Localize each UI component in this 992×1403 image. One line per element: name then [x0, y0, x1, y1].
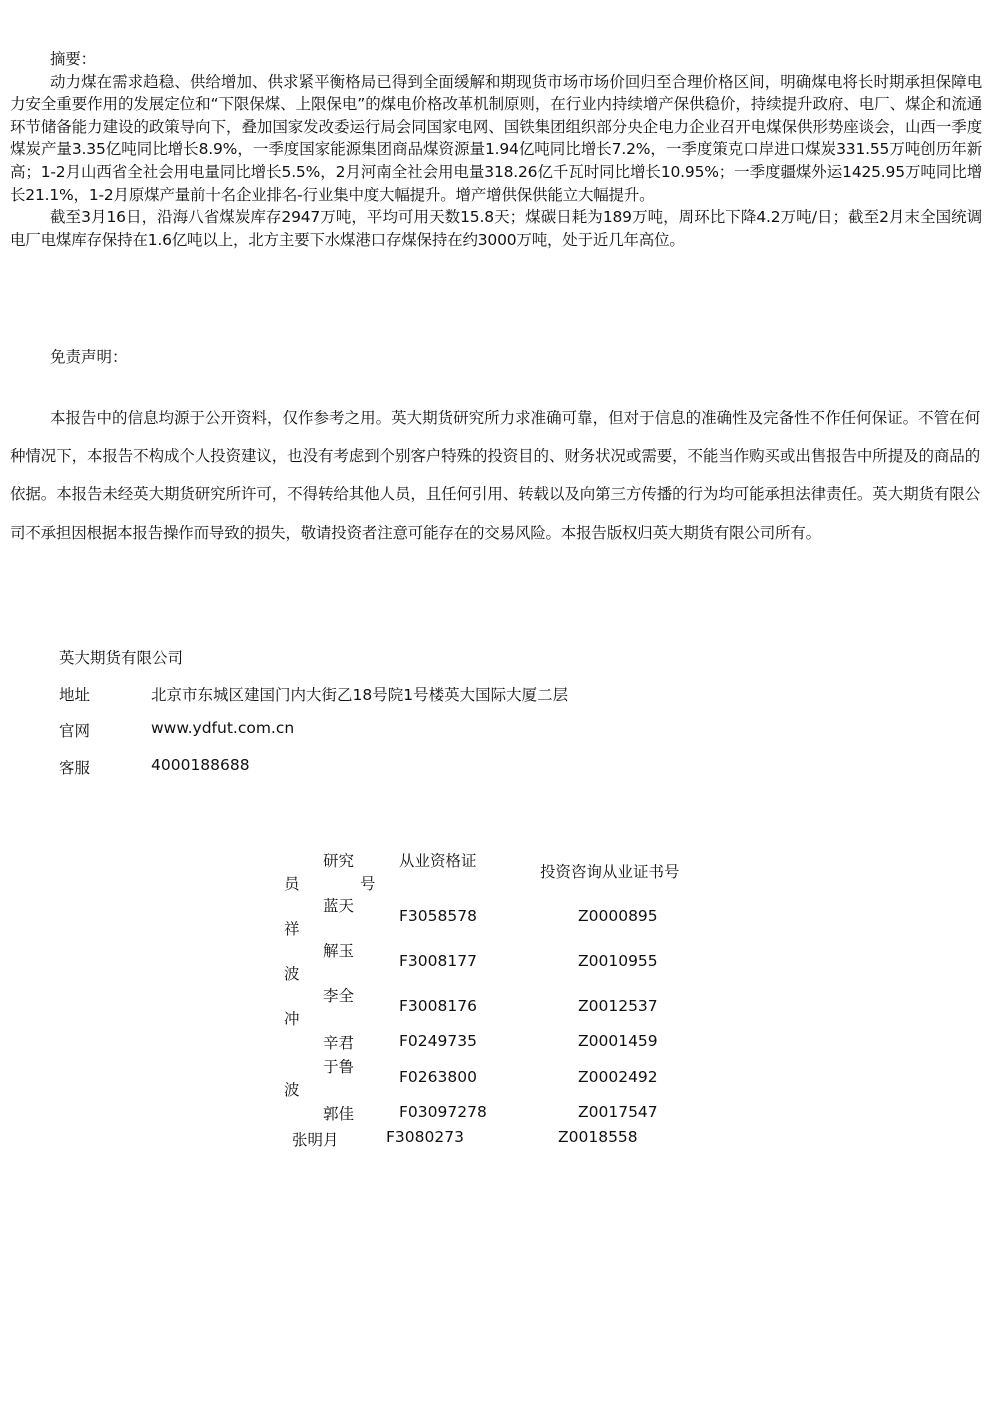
staff-name-top: 于鲁 [323, 1058, 355, 1076]
staff-consult: Z0018558 [558, 1128, 638, 1146]
staff-consult: Z0002492 [578, 1068, 658, 1086]
summary-paragraph-2: 截至3月16日，沿海八省煤炭库存2947万吨，平均可用天数15.8天；煤碳日耗为189万吨，周环比下降4.2万吨/日；截至2月末全国统调电厂电煤库存保持在1.6亿吨以上，北方主要下水煤港口存煤保持在约3000万吨，处于近几年高位。 [10, 208, 982, 249]
staff-qual: F3058578 [399, 907, 477, 925]
header-name-bottom: 员 [284, 875, 300, 893]
staff-qual: F3008176 [399, 997, 477, 1015]
header-qual-top: 从业资格证 [399, 852, 477, 870]
disclaimer-title: 免责声明： [50, 348, 128, 366]
staff-name-bottom: 波 [284, 1081, 300, 1099]
staff-consult: Z0012537 [578, 997, 658, 1015]
header-qual-bottom: 号 [360, 875, 376, 893]
staff-name-top: 李全 [323, 987, 355, 1005]
company-name: 英大期货有限公司 [59, 649, 184, 667]
header-name-top: 研究 [323, 852, 355, 870]
staff-qual: F3008177 [399, 952, 477, 970]
staff-name-bottom: 祥 [284, 920, 300, 938]
staff-name-top: 辛君 [323, 1034, 355, 1052]
staff-name-bottom: 波 [284, 965, 300, 983]
staff-consult: Z0017547 [578, 1103, 658, 1121]
address-value: 北京市东城区建国门内大街乙18号院1号楼英大国际大厦二层 [151, 686, 569, 704]
staff-name-top: 解玉 [323, 942, 355, 960]
staff-name-top: 郭佳 [323, 1105, 355, 1123]
address-label: 地址 [59, 686, 91, 704]
website-label: 官网 [59, 722, 91, 740]
staff-name-top: 蓝天 [323, 897, 355, 915]
staff-table [280, 845, 720, 1155]
summary-paragraph-1: 动力煤在需求趋稳、供给增加、供求紧平衡格局已得到全面缓解和期现货市场市场价回归至合理价格区间，明确煤电将长时期承担保障电力安全重要作用的发展定位和“下限保煤、上限保电”的煤电价格改革机制原则，在行业内持续增产保供稳价，持续提升政府、电厂、煤企和流通环节储备能力建设的政策导向下，叠加国家发改委运行局会同国家电网、国铁集团组织部分央企电力企业召开电煤保供形势座谈会，山西一季度煤炭产量3.35亿吨同比增长8.9%，一季度国家能源集团商品煤资源量1.94亿吨同比增长7.2%，一季度策克口岸进口煤炭331.55万吨创历年新高；1-2月山西省全社会用电量同比增长5.5%，2月河南全社会用电量318.26亿千瓦时同比增长10.95%；一季度疆煤外运1425.95万吨同比增长21.1%，1-2月原煤产量前十名企业排名-行业集中度大幅提升。增产增供保供能立大幅提升。 [10, 72, 982, 204]
disclaimer-body: 本报告中的信息均源于公开资料，仅作参考之用。英大期货研究所力求准确可靠，但对于信息的准确性及完备性不作任何保证。不管在何种情况下，本报告不构成个人投资建议，也没有考虑到个别客户特殊的投资目的、财务状况或需要，不能当作购买或出售报告中所提及的商品的依据。本报告未经英大期货研究所许可，不得转给其他人员，且任何引用、转载以及向第三方传播的行为均可能承担法律责任。英大期货有限公司不承担因根据本报告操作而导致的损失，敬请投资者注意可能存在的交易风险。本报告版权归英大期货有限公司所有。 [10, 409, 980, 542]
website-link[interactable]: www.ydfut.com.cn [151, 719, 295, 737]
staff-name-bottom: 冲 [284, 1010, 300, 1028]
header-consult: 投资咨询从业证书号 [540, 863, 680, 881]
staff-qual: F0263800 [399, 1068, 477, 1086]
summary-label: 摘要： [50, 50, 96, 68]
staff-consult: Z0001459 [578, 1032, 658, 1050]
staff-qual: F3080273 [386, 1128, 464, 1146]
staff-qual: F03097278 [399, 1103, 487, 1121]
service-label: 客服 [59, 759, 91, 777]
staff-consult: Z0000895 [578, 907, 658, 925]
staff-consult: Z0010955 [578, 952, 658, 970]
summary-section [10, 48, 982, 251]
service-phone: 4000188688 [151, 756, 250, 774]
staff-name: 张明月 [292, 1131, 339, 1149]
staff-qual: F0249735 [399, 1032, 477, 1050]
